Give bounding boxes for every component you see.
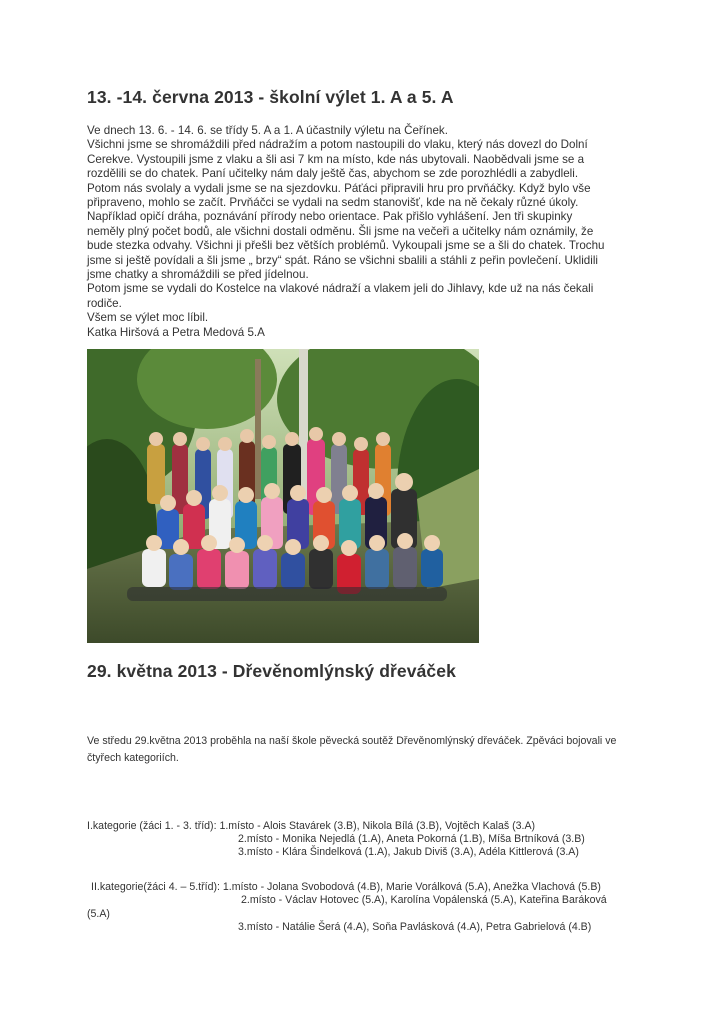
text-line: neměly plný počet bodů, ale všichni dostali odměnu. Šli jsme na večeři a učitelky nám oznámily, že: [87, 224, 594, 238]
text-line: Potom nás svolaly a vydali jsme se na sjezdovku. Páťáci připravili hru pro prvňáčky. Když bylo vše: [87, 181, 591, 195]
category-2-line-2-wrap: (5.A): [87, 908, 110, 920]
text-line: bude stezka odvahy. Všichni ji přešli bez větších problémů. Vykoupali jsme se a šli do chatek. Trochu: [87, 239, 605, 253]
category-1-line-2: 2.místo - Monika Nejedlá (1.A), Aneta Pokorná (1.B), Míša Brtníková (3.B): [238, 833, 585, 845]
text-line: Ve středu 29.května 2013 proběhla na naší škole pěvecká soutěž Dřevěnomlýnský dřeváček. Zpěváci bojovali ve: [87, 735, 617, 747]
category-2-line-1: II.kategorie(žáci 4. – 5.tříd): 1.místo - Jolana Svobodová (4.B), Marie Vorálková (5.A), Anežka Vlachová (5.B): [91, 881, 601, 893]
text-line: jsme si ještě povídali a šli jsme „ brzy“ spát. Ráno se všichni sbalili a stáhli z peřin povlečení. Uklidili: [87, 253, 598, 267]
section-title-trip: 13. -14. června 2013 - školní výlet 1. A a 5. A: [87, 87, 454, 107]
text-line: Všichni jsme se shromáždili před nádražím a potom nastoupili do vlaku, který nás dovezl do Dolní: [87, 138, 588, 152]
text-line: rodiče.: [87, 296, 122, 310]
category-1-line-3: 3.místo - Klára Šindelková (1.A), Jakub Diviš (3.A), Adéla Kittlerová (3.A): [238, 846, 579, 858]
text-line: Cerekve. Vystoupili jsme z vlaku a šli asi 7 km na místo, kde nás ubytovali. Naobědvali jsme se a: [87, 152, 585, 166]
category-1-line-1: I.kategorie (žáci 1. - 3. tříd): 1.místo - Alois Stavárek (3.B), Nikola Bílá (3.B), Vojtěch Kalaš (3.A): [87, 820, 536, 832]
text-line: připraveno, mohlo se začít. Prvňáčci se vydali na sedm stanovišť, kde na ně čekaly různé úkoly.: [87, 196, 579, 210]
text-line: čtyřech kategoriích.: [87, 752, 179, 764]
text-line: Potom jsme se vydali do Kostelce na vlakové nádraží a vlakem jeli do Jihlavy, kde už na nás čekali: [87, 282, 594, 296]
text-line: rozdělili se do chatek. Paní učitelky nám daly ještě čas, abychom se zde porozhlédli a zabydleli.: [87, 167, 579, 181]
section-title-competition: 29. května 2013 - Dřevěnomlýnský dřeváček: [87, 661, 456, 681]
text-line: jsme chatky a shromáždili se před jídelnou.: [87, 268, 309, 282]
group-photo: [87, 349, 479, 643]
competition-intro: [87, 733, 616, 767]
category-2-line-2: 2.místo - Václav Hotovec (5.A), Karolína Vopálenská (5.A), Kateřina Baráková: [241, 894, 607, 906]
category-2-line-3: 3.místo - Natálie Šerá (4.A), Soňa Pavlásková (4.A), Petra Gabrielová (4.B): [238, 921, 592, 933]
text-line: Všem se výlet moc líbil.: [87, 311, 209, 325]
text-line: Například opičí dráha, poznávání přírody nebo orientace. Pak přišlo vyhlášení. Jen tři skupinky: [87, 210, 573, 224]
trip-report-paragraph: [87, 124, 647, 340]
author-line: Katka Hiršová a Petra Medová 5.A: [87, 325, 265, 339]
text-line: Ve dnech 13. 6. - 14. 6. se třídy 5. A a 1. A účastnily výletu na Čeřínek.: [87, 124, 448, 137]
